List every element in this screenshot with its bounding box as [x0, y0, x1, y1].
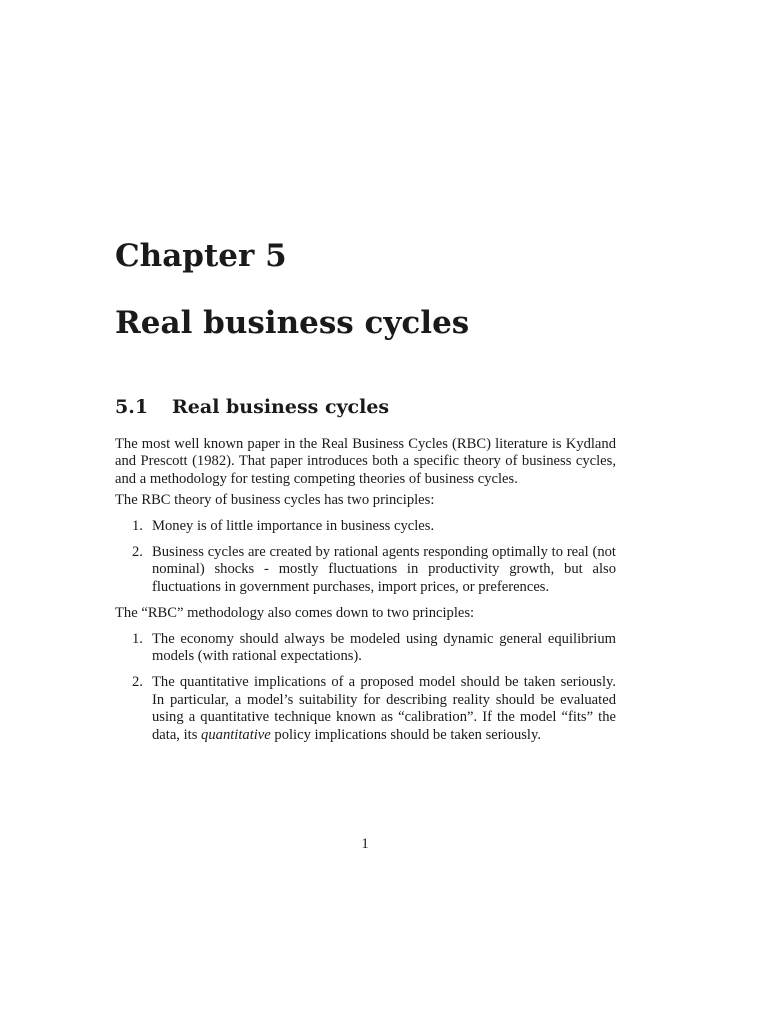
list-marker: 1.	[132, 630, 143, 647]
list-item-text	[152, 674, 616, 742]
list-item-text: Business cycles are created by rational agents responding optimally to real (not nominal) shocks - mostly fluctuations in productivity growth, but also fluctuations in government purchases, import prices, or preferences.	[152, 544, 616, 595]
list-item	[115, 518, 616, 535]
list-item-text: The economy should always be modeled using dynamic general equilibrium models (with rational expectations).	[152, 630, 616, 665]
list-marker: 1.	[132, 517, 143, 534]
theory-principles-list	[115, 518, 616, 597]
emphasized-word: quantitative	[201, 726, 271, 743]
list-marker: 2.	[132, 544, 143, 561]
list-item	[115, 544, 616, 596]
page-number: 1	[361, 836, 369, 852]
list-item-text-end: policy implications should be taken seriously.	[270, 726, 541, 743]
list-marker: 2.	[132, 674, 143, 691]
body-text	[115, 436, 616, 753]
section-number: 5.1	[115, 396, 149, 418]
chapter-label: Chapter 5	[115, 238, 287, 274]
list-item	[115, 674, 616, 744]
list-item	[115, 631, 616, 666]
section-title: Real business cycles	[172, 396, 390, 418]
list-item-text-start: The quantitative implications of a proposed model should be taken seriously. In particular, a model’s suitability for describing reality should be evaluated using a quantitative technique known as “calibration”. If the model “fits” the data, its	[152, 674, 616, 743]
method-lead-paragraph: The “RBC” methodology also comes down to two principles:	[115, 605, 475, 622]
theory-lead-paragraph: The RBC theory of business cycles has two principles:	[115, 492, 435, 509]
intro-paragraph: The most well known paper in the Real Business Cycles (RBC) literature is Kydland and Prescott (1982). That paper introduces both a specific theory of business cycles, and a methodology for testing competing theories of business cycles.	[115, 436, 616, 487]
method-principles-list	[115, 631, 616, 744]
list-item-text: Money is of little importance in business cycles.	[152, 517, 435, 534]
chapter-title: Real business cycles	[115, 305, 470, 341]
section-heading	[115, 394, 389, 420]
